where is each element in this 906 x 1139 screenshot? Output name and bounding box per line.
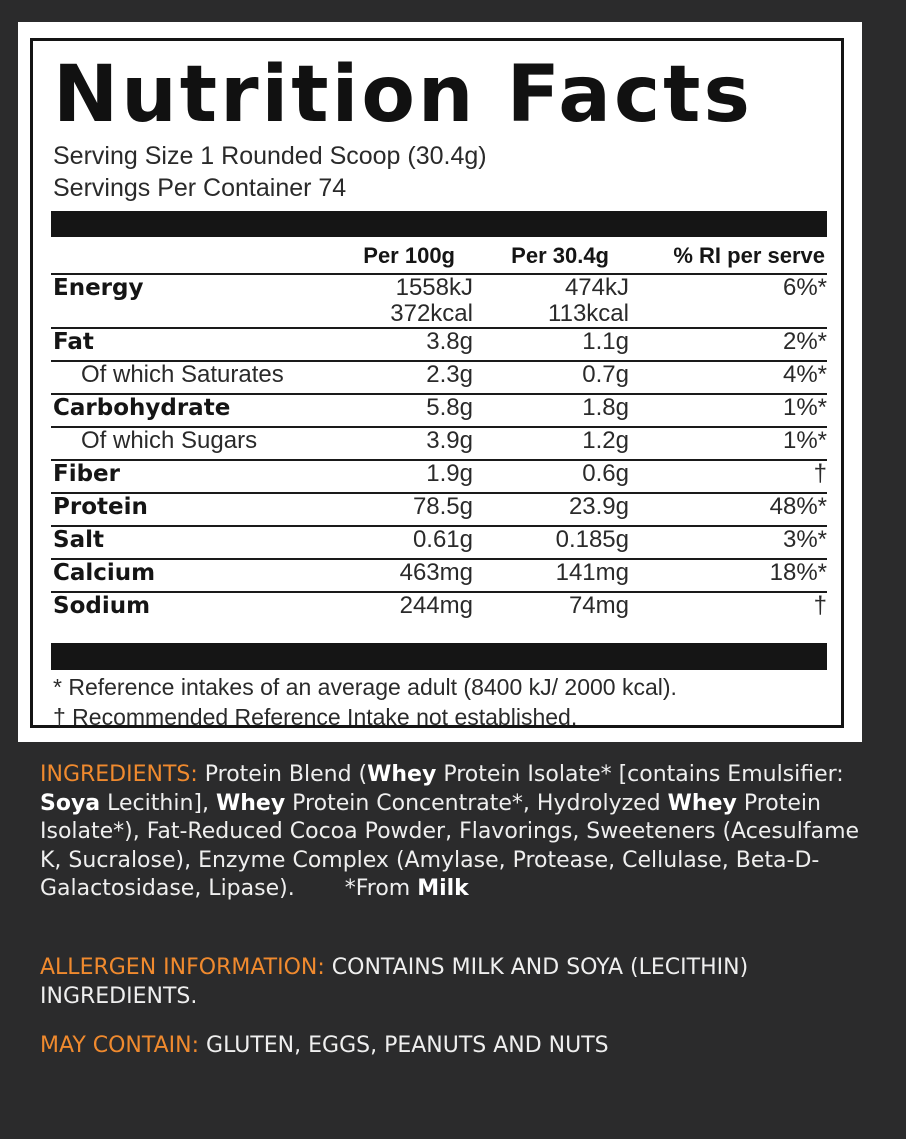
may-contain-text: GLUTEN, EGGS, PEANUTS AND NUTS <box>199 1033 609 1058</box>
energy-kj-100g: 1558kJ <box>395 274 473 301</box>
per-serve-value: 1.1g <box>582 328 629 355</box>
per-serve-value: 0.7g <box>582 361 629 388</box>
nutrient-row-fiber <box>51 461 827 494</box>
nutrition-frame <box>30 38 844 728</box>
nutrient-name: Carbohydrate <box>53 395 231 421</box>
ingredients-part: Protein Concentrate*, Hydrolyzed <box>285 790 668 816</box>
nutrition-title: Nutrition Facts <box>53 50 753 140</box>
per-100g-value: 1.9g <box>426 460 473 487</box>
per-100g-value: 0.61g <box>412 526 473 553</box>
allergen-information <box>40 954 870 1011</box>
allergen-label: ALLERGEN INFORMATION: <box>40 955 325 980</box>
ri-value: † <box>813 460 827 487</box>
allergen-milk: Milk <box>417 876 469 901</box>
ingredients-part: Lecithin], <box>100 790 216 816</box>
per-serve-value: 0.6g <box>582 460 629 487</box>
nutrient-name: Fiber <box>53 461 121 487</box>
ri-value: 2%* <box>782 328 827 355</box>
per-serve-value: 0.185g <box>555 526 629 553</box>
nutrient-row-saturates <box>51 362 827 395</box>
nutrient-row-energy <box>51 275 827 329</box>
per-100g-value <box>301 275 473 327</box>
ri-value: 1%* <box>782 427 827 454</box>
per-100g-value: 2.3g <box>426 361 473 388</box>
may-contain-label: MAY CONTAIN: <box>40 1033 200 1058</box>
nutrient-name: Protein <box>53 494 148 520</box>
serving-size: Serving Size 1 Rounded Scoop (30.4g) <box>53 142 487 170</box>
per-100g-value: 244mg <box>399 592 473 619</box>
allergen-whey: Whey <box>367 762 437 787</box>
nutrition-panel <box>18 22 862 742</box>
per-100g-value: 5.8g <box>426 394 473 421</box>
allergen-text: CONTAINS MILK AND SOYA (LECITHIN) INGREDIENTS. <box>40 955 749 1009</box>
ri-value: † <box>813 592 827 619</box>
column-header-ri: % RI per serve <box>673 243 825 268</box>
ingredients-part: Protein Isolate*), Fat-Reduced Cocoa Powder, Flavorings, Sweeteners (Acesulfame K, Sucralose), Enzyme Complex (Amylase, Protease, Cellulase, Beta-D-Galactosidase, Lipase). <box>40 790 860 901</box>
ri-value: 3%* <box>782 526 827 553</box>
nutrient-name: Energy <box>53 275 144 301</box>
footnote-not-established: † Recommended Reference Intake not established. <box>53 704 578 730</box>
per-serve-value: 141mg <box>555 559 629 586</box>
ingredients-part: Protein Blend ( <box>197 762 368 787</box>
allergen-whey: Whey <box>667 790 737 816</box>
nutrient-row-calcium <box>51 560 827 593</box>
nutrient-row-sugars <box>51 428 827 461</box>
ri-value: 1%* <box>782 394 827 421</box>
ingredients-part: Protein Isolate* [contains Emulsifier: <box>436 762 844 787</box>
per-serve-value: 74mg <box>568 592 629 619</box>
allergen-whey: Whey <box>215 790 286 816</box>
nutrient-name: Of which Saturates <box>81 361 284 388</box>
top-black-bar <box>51 211 827 237</box>
ri-value: 6%* <box>782 274 827 301</box>
ri-value: 18%* <box>769 559 827 586</box>
column-header-per-100g: Per 100g <box>363 243 455 268</box>
nutrient-name: Fat <box>53 329 94 355</box>
footnote-reference-intakes: * Reference intakes of an average adult (8400 kJ/ 2000 kcal). <box>53 674 677 700</box>
per-serve-value <box>461 275 629 327</box>
nutrient-name: Sodium <box>53 593 151 619</box>
from-milk-note: *From <box>344 876 418 901</box>
servings-per-container: Servings Per Container 74 <box>53 174 347 202</box>
may-contain <box>40 1032 870 1061</box>
ingredients-text <box>40 761 870 904</box>
nutrient-row-fat <box>51 329 827 362</box>
ri-value: 48%* <box>769 493 827 520</box>
energy-kj-serve: 474kJ <box>564 274 629 301</box>
per-100g-value: 78.5g <box>412 493 473 520</box>
nutrient-row-carbohydrate <box>51 395 827 428</box>
ingredients-label: INGREDIENTS: <box>40 762 198 787</box>
nutrient-row-protein <box>51 494 827 527</box>
per-serve-value: 23.9g <box>568 493 629 520</box>
per-serve-value: 1.8g <box>582 394 629 421</box>
column-header-per-serve: Per 30.4g <box>511 243 609 268</box>
energy-kcal-100g: 372kcal <box>390 300 473 327</box>
nutrient-row-sodium <box>51 593 827 624</box>
nutrient-row-salt <box>51 527 827 560</box>
nutrient-table <box>51 275 827 624</box>
bottom-black-bar <box>51 643 827 670</box>
allergen-soya: Soya <box>40 790 101 816</box>
per-100g-value: 3.8g <box>426 328 473 355</box>
per-100g-value: 463mg <box>399 559 473 586</box>
ri-value: 4%* <box>782 361 827 388</box>
nutrient-name: Of which Sugars <box>81 427 258 454</box>
nutrient-name: Salt <box>53 527 104 553</box>
per-100g-value: 3.9g <box>426 427 473 454</box>
nutrient-name: Calcium <box>53 560 156 586</box>
per-serve-value: 1.2g <box>582 427 629 454</box>
energy-kcal-serve: 113kcal <box>548 300 629 327</box>
